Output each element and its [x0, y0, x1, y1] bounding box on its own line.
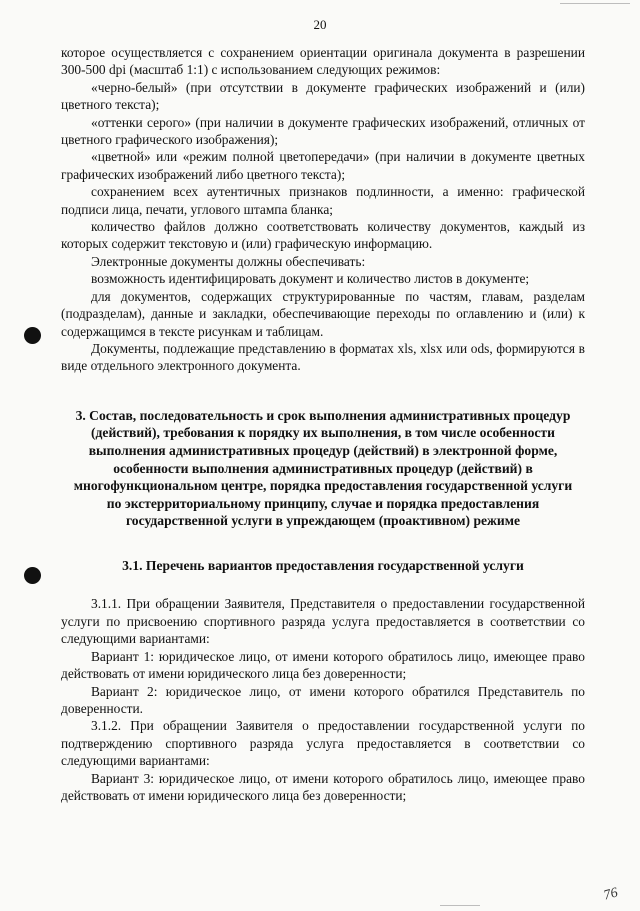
paragraph: 3.1.2. При обращении Заявителя о предоставлении государственной услуги по подтверждению спортивного разряда услуга предоставляется в соответствии со следующими вариантами:	[61, 718, 585, 769]
top-scan-edge	[560, 3, 630, 4]
paragraph: 3.1.1. При обращении Заявителя, Представителя о предоставлении государственной услуги по присвоению спортивного разряда услуга предоставляется в соответствии со следующими вариантами:	[61, 596, 585, 647]
document-body	[61, 44, 585, 804]
paragraph: Вариант 2: юридическое лицо, от имени которого обратился Представитель по доверенности.	[61, 683, 585, 716]
paragraph: количество файлов должно соответствовать количеству документов, каждый из которых содержит текстовую и (или) графическую информацию.	[61, 219, 585, 252]
section-heading: 3. Состав, последовательность и срок выполнения административных процедур (действий), требования к порядку их выполнения, в том числе особенности выполнения административных процедур (действий) в электронной форме, особенности выполнения административных процедур (действий) в многофункциональном центре, порядка предоставления государственной услуги по экстерриториальному принципу, случае и порядка предоставления государственной услуги в упреждающем (проактивном) режиме	[73, 407, 573, 529]
handwritten-page-mark: 76	[602, 885, 620, 904]
binder-hole-upper	[24, 327, 41, 344]
paragraph: которое осуществляется с сохранением ориентации оригинала документа в разрешении 300-500 dpi (масштаб 1:1) с использованием следующих режимов:	[61, 45, 585, 78]
paragraph: для документов, содержащих структурированные по частям, главам, разделам (подразделам), данные и закладки, обеспечивающие переходы по оглавлению и (или) к содержащимся в тексте рисункам и таблицам.	[61, 288, 585, 339]
paragraph: Вариант 3: юридическое лицо, от имени которого обратилось лицо, имеющее право действовать от имени юридического лица без доверенности;	[61, 770, 585, 803]
paragraph: «черно-белый» (при отсутствии в документе графических изображений и (или) цветного текста);	[61, 79, 585, 113]
page-number: 20	[313, 17, 327, 32]
paragraph: Документы, подлежащие представлению в форматах xls, xlsx или ods, формируются в виде отдельного электронного документа.	[61, 340, 585, 374]
subsection-heading: 3.1. Перечень вариантов предоставления государственной услуги	[122, 557, 524, 573]
binder-hole-lower	[24, 567, 41, 584]
paragraph: «оттенки серого» (при наличии в документе графических изображений, отличных от цветного графического изображения);	[61, 114, 585, 148]
paragraph: возможность идентифицировать документ и количество листов в документе;	[91, 271, 530, 287]
paragraph: Вариант 1: юридическое лицо, от имени которого обратилось лицо, имеющее право действовать от имени юридического лица без доверенности;	[61, 648, 585, 682]
paragraph: Электронные документы должны обеспечивать:	[91, 253, 366, 269]
bottom-scan-edge	[440, 905, 480, 906]
paragraph: «цветной» или «режим полной цветопередачи» (при наличии в документе цветных графических изображений либо цветного текста);	[61, 149, 585, 182]
paragraph: сохранением всех аутентичных признаков подлинности, а именно: графической подписи лица, печати, углового штампа бланка;	[61, 184, 585, 217]
